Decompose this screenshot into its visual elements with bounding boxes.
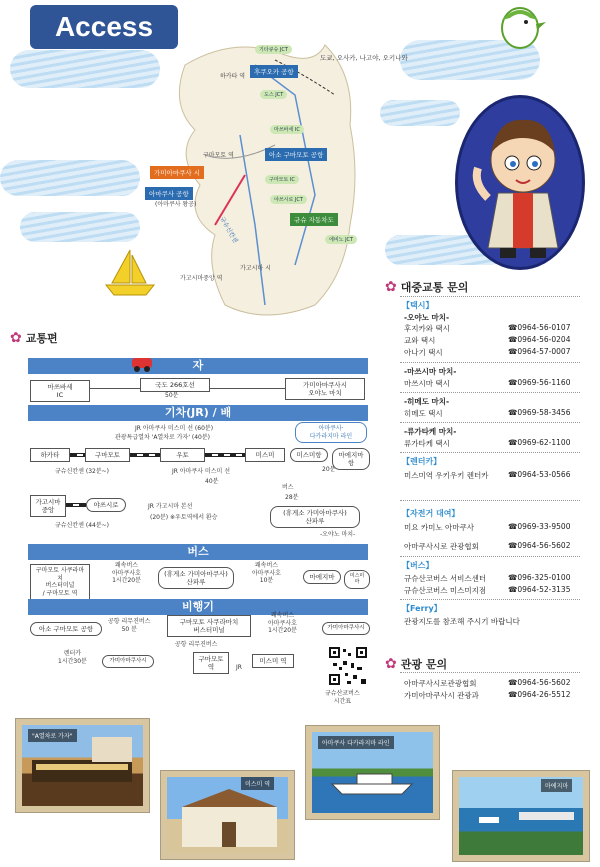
divider	[400, 392, 580, 393]
contact-name: 가미아마쿠사시 관광과	[404, 691, 479, 700]
divider	[400, 672, 580, 673]
bus-express2-label: 쾌속버스 아마쿠사호 10분	[252, 562, 281, 584]
rail-shinkansen2: 규슈신칸센 (44분~)	[55, 522, 110, 529]
plane-terminal-node: 구마모토 사쿠라마치 버스터미널	[167, 615, 251, 637]
rail-uto-node: 우토	[160, 448, 205, 462]
contact-name: 규슈산코버스 서비스센터	[404, 574, 487, 583]
plane-express-label: 쾌속버스 아마쿠사호 1시간20분	[268, 612, 297, 634]
bird-mascot-icon	[490, 0, 550, 52]
map-misumi: 가미아마쿠사 시	[150, 166, 204, 179]
divider	[400, 362, 580, 363]
matsushima-heading: -마쓰시마 마치-	[404, 367, 457, 376]
plane-aso-airport-node: 아소 구마모토 공항	[30, 622, 102, 636]
contact-phone: ☎0969-58-3456	[508, 408, 571, 417]
bus-sanpa-node: (휴게소 가미아마쿠사) 산파루	[158, 567, 234, 589]
car-band: 자	[28, 358, 368, 374]
cloud-decoration	[0, 160, 140, 196]
himedo-heading: -히메도 마치-	[404, 397, 450, 406]
map-kumamoto-station: 구마모토 역	[203, 152, 234, 159]
contact-name: 미스미역 우키우키 렌터카	[404, 471, 489, 480]
rail-band: 기차(JR) / 배	[28, 405, 368, 421]
plane-kamiamakusa-node: 가미아마쿠사시	[322, 622, 370, 635]
rail-oyano: -오야노 마치-	[320, 531, 356, 538]
contacts-heading-text: 대중교통 문의	[400, 281, 469, 294]
rail-ferry-badge: 아마쿠사· 다카라지마 라인	[295, 422, 367, 443]
divider	[400, 452, 580, 453]
photo-caption: "A열차로 가자"	[28, 729, 77, 742]
contact-name: 아나기 택시	[404, 348, 443, 357]
plane-band: 비행기	[28, 599, 368, 615]
plane-kumamoto-station-node: 구마모토 역	[193, 652, 229, 674]
map-fukuoka-airport: 후쿠오카 공항	[250, 65, 298, 78]
flower-icon: ✿	[10, 330, 22, 346]
contact-name: 미요 카미노 아마쿠사	[404, 523, 474, 532]
tourism-heading-text: 관광 문의	[400, 658, 448, 671]
cloud-decoration	[20, 212, 140, 242]
rail-misumi-port: 미스미항	[290, 448, 328, 462]
cloud-decoration	[380, 100, 460, 126]
map-kagoshima-chuo: 가고시마중앙 역	[180, 275, 223, 282]
rail-shinkansen1: 규슈신칸센 (32분~)	[55, 468, 110, 475]
contact-phone: ☎0969-56-1160	[508, 378, 571, 387]
car-route266-node: 국도 266호선	[140, 378, 210, 392]
divider	[400, 556, 580, 557]
plane-rental-dest-node: 가미아마쿠사시	[102, 655, 154, 668]
contact-phone: ☎0964-52-3135	[508, 585, 571, 594]
bus-contact-heading: 【버스】	[402, 561, 434, 570]
rail-kagoshima-line: JR 가고시마 본선	[148, 503, 193, 510]
oyano-heading: -오야노 마치-	[404, 313, 450, 322]
rail-time40: 40분	[205, 478, 219, 485]
bus-terminal-node: 구마모토 사쿠라마치 버스터미널 / 구마모토 역	[30, 564, 90, 600]
qr-caption: 규슈산코버스 시간표	[325, 690, 360, 705]
rail-sanpa-node: (휴게소 가미아마쿠사) 산파루	[270, 506, 360, 528]
contact-phone: ☎0964-56-5602	[508, 678, 571, 687]
tourism-heading	[385, 656, 447, 672]
kyushu-map	[145, 35, 408, 325]
contact-phone: ☎0969-62-1100	[508, 438, 571, 447]
rail-a-ressha-label: 관광특급열차 'A열차로 가자' (40분)	[115, 434, 210, 441]
contact-phone: ☎0964-56-0204	[508, 335, 571, 344]
contact-phone: ☎096-325-0100	[508, 573, 571, 582]
rail-hakata-node: 하카타	[30, 448, 70, 462]
rail-misumi-line2: JR 아마쿠사 미스미 선	[172, 468, 231, 475]
rail-maeshima-port: 마에지마항	[332, 448, 370, 470]
divider	[400, 500, 580, 501]
qr-code-icon[interactable]	[327, 645, 369, 687]
ferry-heading: 【Ferry】	[402, 604, 442, 613]
bus-express-label: 쾌속버스 아마쿠사호 1시간20분	[112, 562, 141, 584]
divider	[400, 296, 580, 297]
transport-heading	[10, 330, 58, 346]
contact-phone: ☎0964-57-0007	[508, 347, 571, 356]
map-kagoshima: 가고시마 시	[240, 265, 271, 272]
car-matsubase-node: 마쓰바세 IC	[30, 380, 90, 402]
bus-misumi-node: 미스미마	[344, 570, 370, 589]
rail-kumamoto-node: 구마모토	[85, 448, 130, 462]
car-destination-node: 가미아마쿠사시 오야노 마치	[285, 378, 365, 400]
contacts-heading	[385, 279, 468, 295]
rail-misumi-line-label: JR 아마쿠사 미스미 선 (60분)	[135, 425, 214, 432]
map-ic-label: 구마모토 IC	[265, 175, 299, 184]
map-ic-label: 도스 JCT	[260, 90, 287, 99]
contact-phone: ☎0964-56-5602	[508, 541, 571, 550]
map-aso-airport: 아소 구마모토 공항	[265, 148, 327, 161]
contact-phone: ☎0969-33-9500	[508, 522, 571, 531]
contact-name: 교와 택시	[404, 336, 436, 345]
ferry-text: 관광지도를 참조해 주시기 바랍니다	[404, 617, 520, 626]
plane-limousine2-label: 공항 리무진버스	[175, 641, 218, 648]
rail-time20: 20분	[322, 466, 336, 473]
bus-band: 버스	[28, 544, 368, 560]
map-hakata: 하카타 역	[220, 73, 246, 80]
transport-heading-text: 교통편	[25, 332, 58, 345]
rental-heading: 【렌터카】	[402, 457, 442, 466]
rail-kagoshima-node: 가고시마 중앙	[30, 495, 66, 517]
cloud-decoration	[10, 50, 160, 88]
contact-phone: ☎0964-56-0107	[508, 323, 571, 332]
map-ic-label: 기타큐슈 JCT	[255, 45, 292, 54]
flower-icon: ✿	[385, 279, 397, 295]
photo-ferry	[305, 725, 440, 820]
map-ic-label: 에비노 JCT	[325, 235, 357, 244]
flower-icon: ✿	[385, 656, 397, 672]
contact-name: 아마쿠사시로관광협회	[404, 679, 477, 688]
map-kyushu-expressway: 규슈 자동차도	[290, 213, 338, 226]
photo-caption: 마에지마	[541, 779, 572, 792]
rail-time28: 28분	[285, 494, 299, 501]
ryugatake-heading: -류가타케 마치-	[404, 427, 457, 436]
car-mascot-icon	[130, 350, 154, 372]
rail-kagoshima-line-time: (20분) ※우토역에서 환승	[150, 514, 218, 521]
contact-name: 후지카와 택시	[404, 324, 450, 333]
plane-jr-label: JR	[236, 664, 242, 671]
map-destinations: 도쿄, 오사카, 나고야, 오키나와	[320, 54, 408, 62]
photo-misumi-station	[160, 770, 295, 860]
map-ic-label: 마쓰바세 IC	[270, 125, 304, 134]
plane-misumi-station-node: 미스미 역	[252, 654, 294, 668]
contact-name: 히메도 택시	[404, 409, 443, 418]
taxi-heading: 【택시】	[402, 301, 434, 310]
contact-phone: ☎0964-53-0566	[508, 470, 571, 479]
bus-maeshima-node: 마에지마	[303, 570, 341, 584]
contact-name: 아마쿠사시로 관광협회	[404, 542, 479, 551]
map-shinkansen: 규슈신칸센	[218, 215, 239, 245]
map-ic-label: 야쓰시로 JCT	[270, 195, 307, 204]
car-time: 50분	[165, 392, 179, 399]
plane-rental-label: 렌터카 1시간30분	[58, 650, 87, 665]
rail-misumi-node: 미스미	[245, 448, 285, 462]
divider	[400, 422, 580, 423]
rail-bus: 버스	[282, 484, 294, 491]
contact-name: 마쓰시마 택시	[404, 379, 450, 388]
cycle-heading: 【자전거 대여】	[402, 509, 460, 518]
photo-caption: 아마쿠사 다카라지마 라인	[318, 736, 394, 749]
map-amakusa-airport-sub: (아마쿠사 왕공)	[155, 201, 197, 208]
rail-yatsushiro-node: 야쓰시로	[86, 498, 126, 512]
shiro-mascot-illustration	[455, 95, 585, 270]
contact-name: 류가타케 택시	[404, 439, 450, 448]
divider	[400, 599, 580, 600]
plane-limousine-label: 공항 리무진버스 50 분	[108, 618, 151, 633]
photo-a-train	[15, 718, 150, 813]
photo-maeshima	[452, 770, 590, 862]
contact-phone: ☎0964-26-5512	[508, 690, 571, 699]
page-title: Access	[30, 5, 178, 49]
map-amakusa-airport: 아마쿠사 공항	[145, 187, 193, 200]
photo-caption: 미스미 역	[241, 777, 274, 790]
contact-name: 규슈산코버스 미스미지점	[404, 586, 487, 595]
